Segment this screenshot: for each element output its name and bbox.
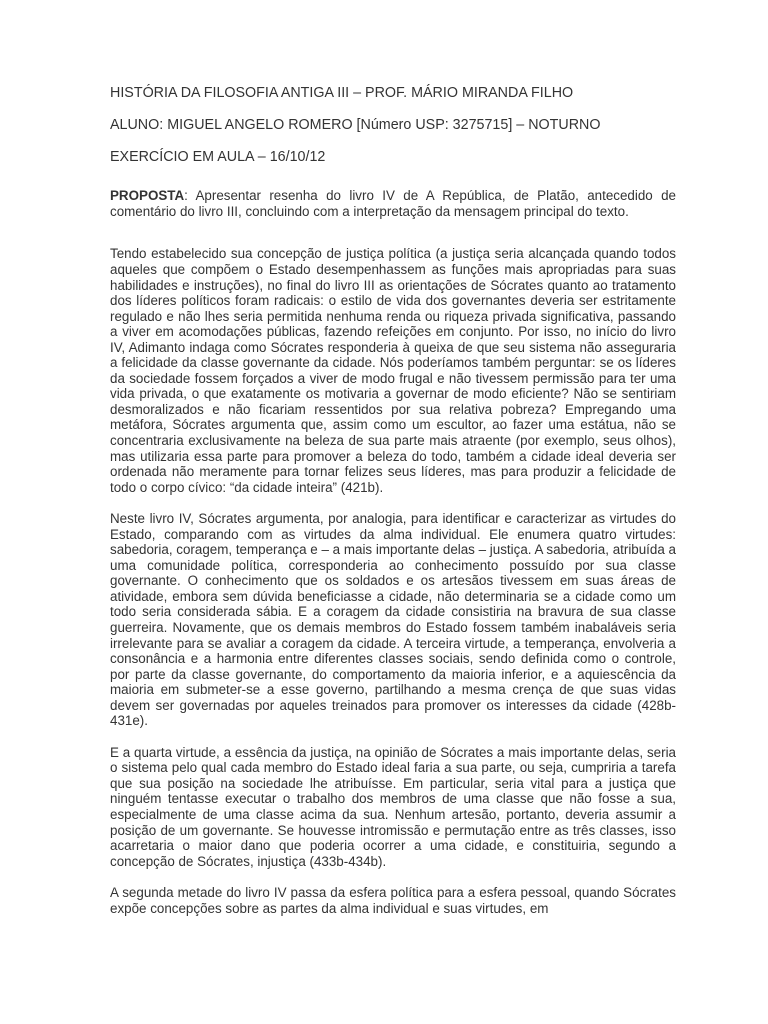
- course-title: HISTÓRIA DA FILOSOFIA ANTIGA III – PROF. MÁRIO MIRANDA FILHO: [110, 85, 574, 101]
- proposal-paragraph: [110, 188, 676, 220]
- body-paragraph-2: Neste livro IV, Sócrates argumenta, por analogia, para identificar e caracterizar as virtudes do Estado, comparando com as virtudes da alma individual. Ele enumera quatro virtudes: sabedoria, coragem, temperança e – a mais importante delas – justiça. A sabedoria, atribuída a uma comunidade política, corresponderia ao conhecimento possuído por sua classe governante. O conhecimento que os soldados e os artesãos tivessem em suas áreas de atividade, embora sem dúvida beneficiasse a cidade, não determinaria se a cidade como um todo seria considerada sábia. E a coragem da cidade consistiria na bravura de sua classe guerreira. Novamente, que os demais membros do Estado fossem também inabaláveis seria irrelevante para se avaliar a coragem da cidade. A terceira virtude, a temperança, envolveria a consonância e a harmonia entre diferentes classes sociais, sendo definida como o controle, por parte da classe governante, do comportamento da maioria inferior, e a aquiescência da maioria em submeter-se a esse governo, partilhando a mesma crença de que suas vidas devem ser governadas por aqueles treinados para promover os interesses da cidade (428b-431e).: [110, 511, 676, 729]
- student-line: ALUNO: MIGUEL ANGELO ROMERO [Número USP: 3275715] – NOTURNO: [110, 117, 601, 133]
- proposal-text: : Apresentar resenha do livro IV de A República, de Platão, antecedido de comentário do livro III, concluindo com a interpretação da mensagem principal do texto.: [110, 188, 676, 220]
- body-paragraph-1: Tendo estabelecido sua concepção de justiça política (a justiça seria alcançada quando todos aqueles que compõem o Estado desempenhassem as funções mais apropriadas para suas habilidades e instruções), no final do livro III as orientações de Sócrates quanto ao tratamento dos líderes políticos foram radicais: o estilo de vida dos governantes deveria ser estritamente regulado e não lhes seria permitida nenhuma renda ou riqueza privada significativa, passando a viver em acomodações públicas, fazendo refeições em conjunto. Por isso, no início do livro IV, Adimanto indaga como Sócrates responderia à queixa de que seu sistema não asseguraria a felicidade da classe governante da cidade. Nós poderíamos também perguntar: se os líderes da sociedade fossem forçados a viver de modo frugal e não tivessem permissão para ter uma vida privada, o que exatamente os motivaria a governar de modo eficiente? Não se sentiriam desmoralizados e não ficariam ressentidos por sua relativa pobreza? Empregando uma metáfora, Sócrates argumenta que, assim como um escultor, ao fazer uma estátua, não se concentraria exclusivamente na beleza de sua parte mais atraente (por exemplo, seus olhos), mas utilizaria essa parte para promover a beleza do todo, também a cidade ideal deveria ser ordenada não meramente para tornar felizes seus líderes, mas para produzir a felicidade de todo o corpo cívico: “da cidade inteira” (421b).: [110, 246, 676, 495]
- body-paragraph-4: A segunda metade do livro IV passa da esfera política para a esfera pessoal, quando Sócrates expõe concepções sobre as partes da alma individual e suas virtudes, em: [110, 885, 676, 916]
- proposal-label: PROPOSTA: [110, 188, 185, 203]
- document-page: [110, 85, 676, 916]
- exercise-line: EXERCÍCIO EM AULA – 16/10/12: [110, 149, 326, 165]
- body-paragraph-3: E a quarta virtude, a essência da justiça, na opinião de Sócrates a mais importante delas, seria o sistema pelo qual cada membro do Estado ideal faria a sua parte, ou seja, cumpriria a tarefa que sua posição na sociedade lhe atribuísse. Em particular, seria vital para a justiça que ninguém tentasse executar o trabalho dos membros de uma classe que não fosse a sua, especialmente de uma classe acima da sua. Nenhum artesão, portanto, deveria assumir a posição de um governante. Se houvesse intromissão e permutação entre as três classes, isso acarretaria o maior dano que poderia ocorrer a uma cidade, e constituiria, segundo a concepção de Sócrates, injustiça (433b-434b).: [110, 744, 676, 869]
